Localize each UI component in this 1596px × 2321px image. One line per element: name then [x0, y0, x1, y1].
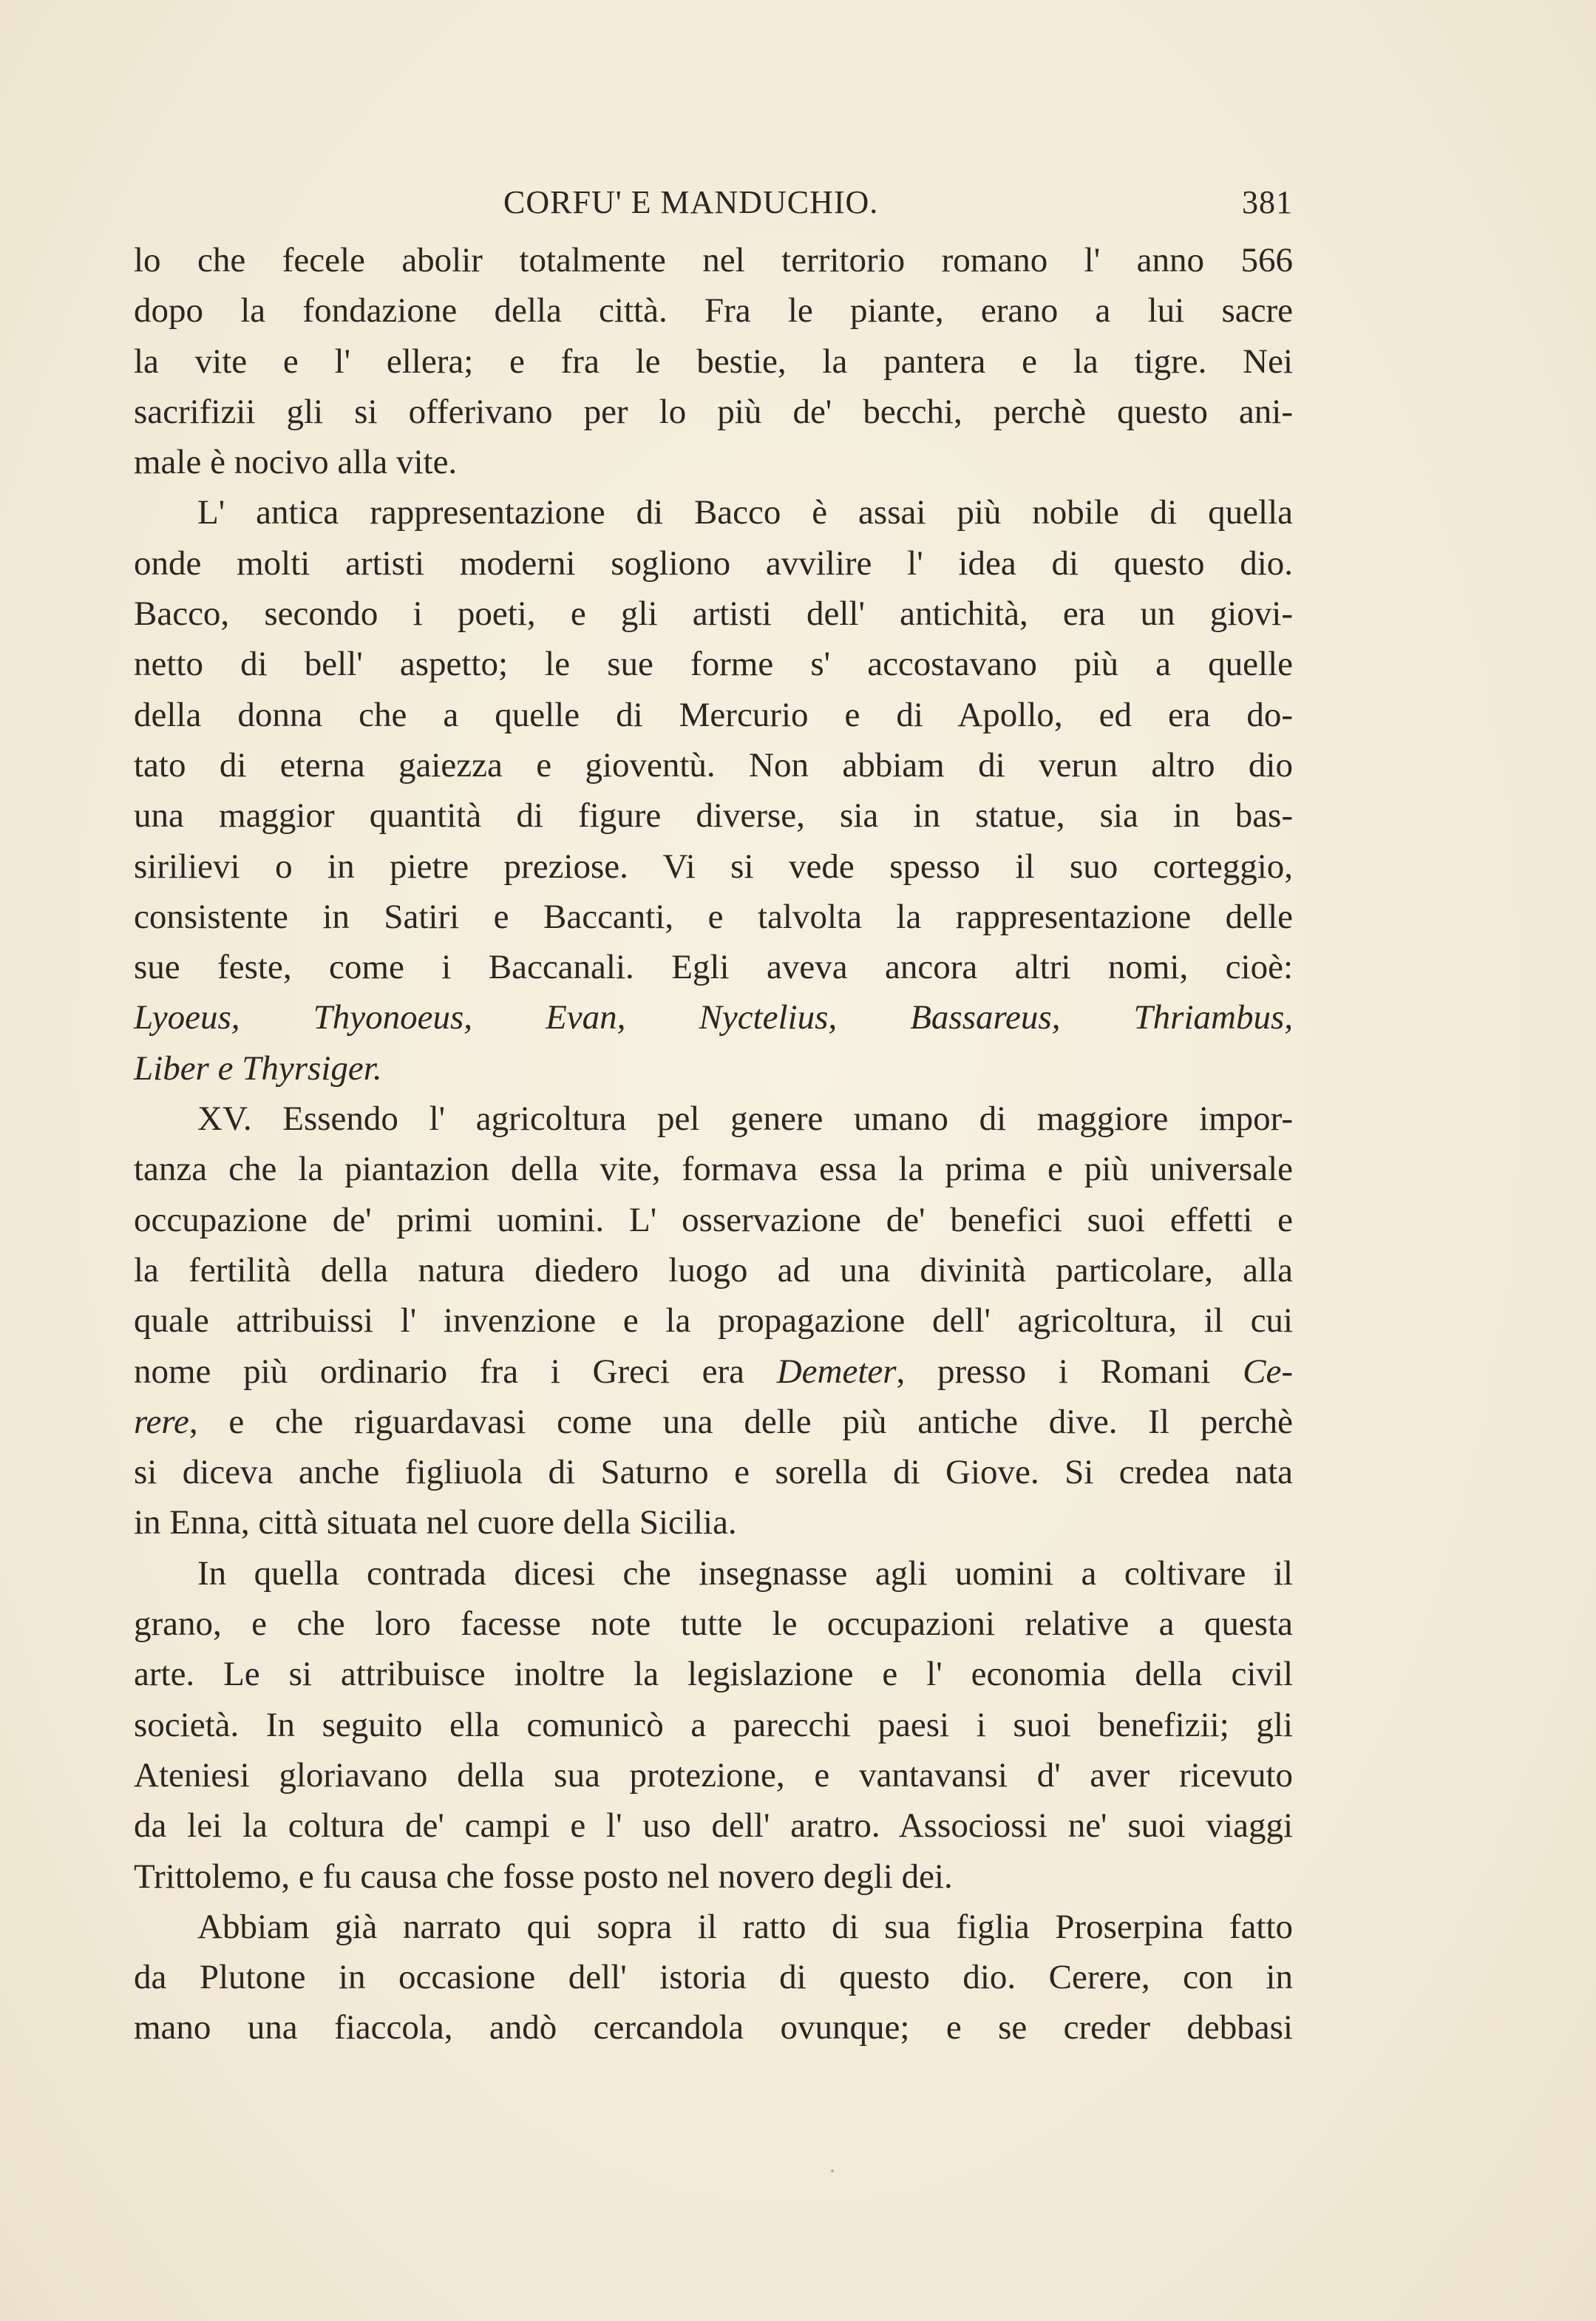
cerere-line: [134, 1397, 1293, 1447]
text-fragment: , e che riguardavasi come una delle più antiche dive. Il perchè: [189, 1402, 1293, 1441]
text-line: della donna che a quelle di Mercurio e di Apollo, ed era do-: [134, 695, 1293, 734]
text-line: la fertilità della natura diedero luogo ad una divinità particolare, alla: [134, 1250, 1293, 1290]
text-line: da lei la coltura de' campi e l' uso dell' aratro. Associossi ne' suoi viaggi: [134, 1806, 1293, 1846]
text-line: Trittolemo, e fu causa che fosse posto nel novero degli dei.: [134, 1857, 953, 1896]
text-line: male è nocivo alla vite.: [134, 443, 458, 482]
text-line: Abbiam già narrato qui sopra il ratto di sua figlia Proserpina fatto: [197, 1907, 1293, 1946]
text-line: una maggior quantità di figure diverse, sia in statue, sia in bas-: [134, 796, 1293, 836]
text-fragment: nome più ordinario fra i Greci era: [134, 1352, 777, 1391]
text-line: Bacco, secondo i poeti, e gli artisti dell' antichità, era un giovi-: [134, 594, 1293, 634]
name-lyoeus: Lyoeus: [134, 998, 231, 1037]
text-line: in Enna, città situata nel cuore della Sicilia.: [134, 1503, 737, 1542]
text-line: tanza che la piantazion della vite, formava essa la prima e più universale: [134, 1150, 1293, 1189]
text-line: In quella contrada dicesi che insegnasse agli uomini a coltivare il: [197, 1553, 1293, 1593]
name-nyctelius: Nyctelius: [699, 998, 829, 1037]
text-line: grano, e che loro facesse note tutte le occupazioni relative a questa: [134, 1605, 1293, 1644]
text-line: XV. Essendo l' agricoltura pel genere umano di maggiore impor-: [197, 1099, 1293, 1139]
text-line: da Plutone in occasione dell' istoria di questo dio. Cerere, con in: [134, 1958, 1293, 1997]
text-fragment: , presso i Romani: [896, 1352, 1243, 1391]
text-line: netto di bell' aspetto; le sue forme s' accostavano più a quelle: [134, 645, 1293, 684]
name-thyonoeus: Thyonoeus: [313, 998, 464, 1037]
name-demeter: Demeter: [776, 1352, 897, 1391]
text-line: quale attribuissi l' invenzione e la propagazione dell' agricoltura, il cui: [134, 1301, 1293, 1341]
text-line: consistente in Satiri e Baccanti, e talvolta la rappresentazione delle: [134, 897, 1293, 936]
name-thriambus: Thriambus: [1133, 998, 1285, 1037]
name-liber: Liber: [134, 1048, 209, 1088]
name-cerere-start: Ce-: [1243, 1352, 1293, 1391]
text-line: onde molti artisti moderni sogliono avvilire l' idea di questo dio.: [134, 543, 1293, 583]
text-line: sue feste, come i Baccanali. Egli aveva ancora altri nomi, cioè:: [134, 948, 1293, 987]
text-line: mano una fiaccola, andò cercandola ovunque; e se creder debbasi: [134, 2008, 1293, 2047]
text-line: Ateniesi gloriavano della sua protezione, e vantavansi d' aver ricevuto: [134, 1755, 1293, 1795]
text-line: la vite e l' ellera; e fra le bestie, la pantera e la tigre. Nei: [134, 342, 1293, 381]
conjunction: e: [217, 1048, 234, 1088]
page-number: 381: [1242, 184, 1293, 220]
text-line: si diceva anche figliuola di Saturno e sorella di Giove. Si credea nata: [134, 1453, 1293, 1492]
paper-speck: [831, 2169, 834, 2172]
name-thyrsiger: Thyrsiger: [242, 1048, 373, 1088]
text-line: lo che fecele abolir totalmente nel territorio romano l' anno 566: [134, 241, 1293, 279]
names-line: Lyoeus, Thyonoeus, Evan, Nyctelius, Bassareus, Thriambus,: [134, 998, 1294, 1037]
name-evan: Evan: [546, 998, 617, 1037]
text-line: società. In seguito ella comunicò a parecchi paesi i suoi benefizii; gli: [134, 1705, 1293, 1744]
text-line: L' antica rappresentazione di Bacco è assai più nobile di quella: [197, 493, 1293, 532]
text-line: sirilievi o in pietre preziose. Vi si vede spesso il suo corteggio,: [134, 847, 1293, 886]
body-text: [134, 235, 1293, 2053]
page-header: [134, 183, 1293, 228]
name-bassareus: Bassareus: [910, 998, 1052, 1037]
demeter-line: [134, 1346, 1293, 1397]
names-line-end: Liber e Thyrsiger.: [134, 1048, 382, 1088]
name-cerere-end: rere: [134, 1402, 189, 1441]
text-line: sacrifizii gli si offerivano per lo più de' becchi, perchè questo ani-: [134, 392, 1293, 431]
text-line: occupazione de' primi uomini. L' osservazione de' benefici suoi effetti e: [134, 1200, 1293, 1239]
text-line: dopo la fondazione della città. Fra le piante, erano a lui sacre: [134, 291, 1293, 331]
text-line: arte. Le si attribuisce inoltre la legislazione e l' economia della civil: [134, 1655, 1293, 1694]
running-title: CORFU' E MANDUCHIO.: [503, 184, 879, 220]
text-line: tato di eterna gaiezza e gioventù. Non abbiam di verun altro dio: [134, 745, 1293, 785]
